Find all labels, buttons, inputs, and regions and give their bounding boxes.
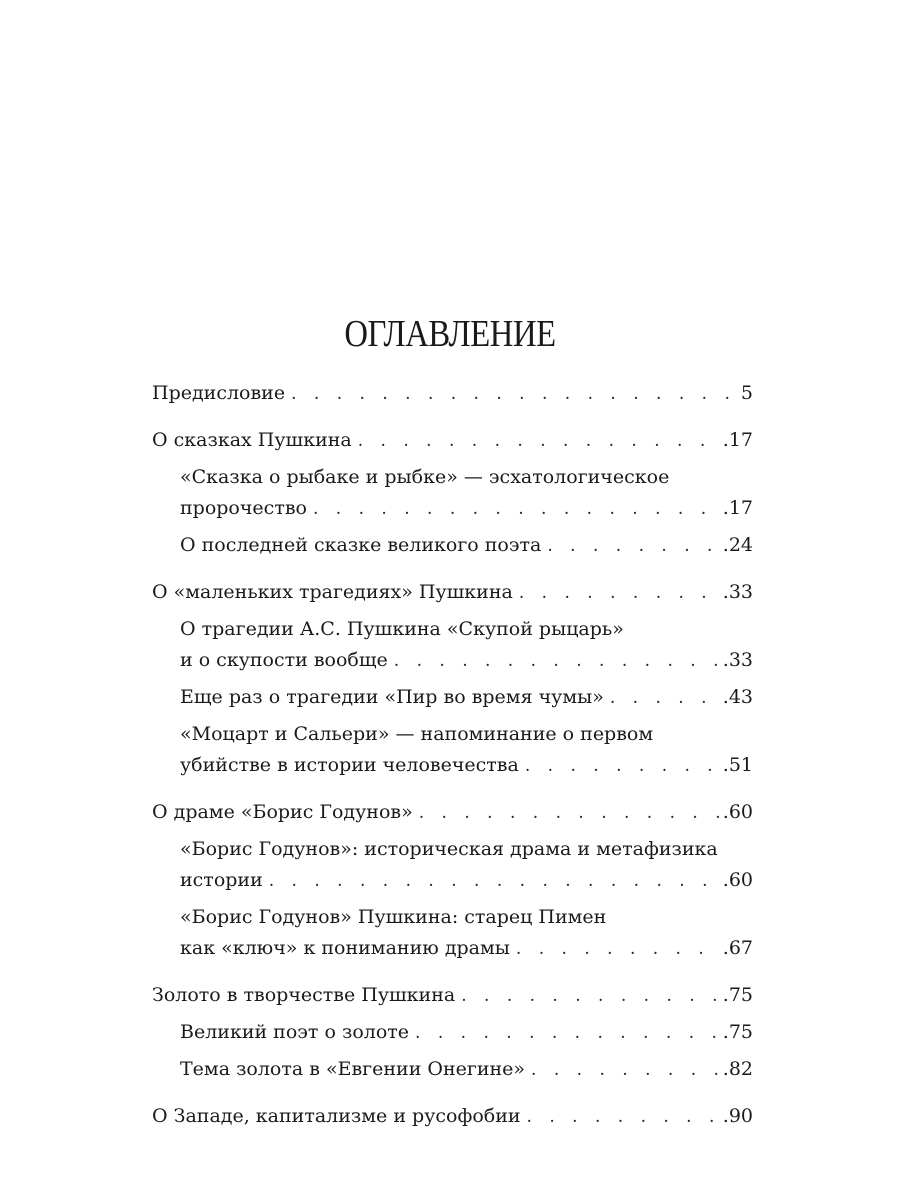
toc-entry: [152, 425, 753, 457]
toc-subentry: [180, 682, 753, 714]
toc-subentry: [180, 902, 753, 965]
page-number: .51: [722, 754, 753, 776]
toc-section: [152, 980, 753, 1086]
toc-entry: [152, 980, 753, 1012]
toc-entry-title: О последней сказке великого поэта: [180, 534, 542, 556]
toc-entry: [152, 1101, 753, 1133]
dot-leader: [313, 494, 720, 525]
dot-leader: [415, 1018, 720, 1049]
page-number: 5: [740, 382, 753, 404]
dot-leader: [547, 531, 719, 562]
toc-title: ОГЛАВЛЕНИЕ: [344, 313, 556, 355]
page-number: .82: [722, 1058, 753, 1080]
dot-leader: [519, 578, 720, 609]
toc-entry: [152, 378, 753, 410]
dot-leader: [291, 379, 738, 410]
toc-subentry: [180, 462, 753, 525]
dot-leader: [525, 751, 720, 782]
toc-entry-title-line: «Борис Годунов»: историческая драма и метафизика: [180, 838, 718, 860]
toc-section: [152, 425, 753, 562]
toc-subentry: [180, 530, 753, 562]
dot-leader: [527, 1102, 720, 1133]
toc-subentry: [180, 1017, 753, 1049]
toc-section: [152, 797, 753, 965]
toc-entry-title-line: О трагедии А.С. Пушкина «Скупой рыцарь»: [180, 618, 624, 640]
dot-leader: [610, 683, 720, 714]
dot-leader: [531, 1055, 720, 1086]
toc-entry-title-line: «Сказка о рыбаке и рыбке» — эсхатологическое: [180, 466, 670, 488]
toc-entry-title: Еще раз о трагедии «Пир во время чумы»: [180, 686, 604, 708]
toc-entry-title: О сказках Пушкина: [152, 429, 352, 451]
dot-leader: [358, 426, 720, 457]
table-of-contents: [152, 378, 753, 1148]
toc-subentry: [180, 834, 753, 897]
page-number: .43: [722, 686, 753, 708]
dot-leader: [419, 798, 720, 829]
page-number: .33: [722, 649, 753, 671]
toc-entry-title: пророчество: [180, 497, 307, 519]
toc-section: [152, 378, 753, 410]
toc-subentry: [180, 719, 753, 782]
page-number: .33: [722, 581, 753, 603]
toc-entry-title: О «маленьких трагедиях» Пушкина: [152, 581, 513, 603]
toc-entry-title: О Западе, капитализме и русофобии: [152, 1105, 521, 1127]
toc-entry-title: Великий поэт о золоте: [180, 1021, 410, 1043]
toc-section: [152, 577, 753, 782]
page-number: .60: [722, 869, 753, 891]
page-number: .17: [722, 429, 753, 451]
page-number: .60: [722, 801, 753, 823]
toc-entry-title: Тема золота в «Евгении Онегине»: [180, 1058, 526, 1080]
dot-leader: [394, 646, 720, 677]
toc-entry-title: истории: [180, 869, 263, 891]
page-number: .90: [722, 1105, 753, 1127]
toc-subentry: [180, 614, 753, 677]
page-number: .75: [722, 984, 753, 1006]
toc-subentry: [180, 1054, 753, 1086]
toc-section: [152, 1101, 753, 1133]
toc-entry-title-line: «Борис Годунов» Пушкина: старец Пимен: [180, 906, 607, 928]
dot-leader: [269, 866, 720, 897]
page-number: .17: [722, 497, 753, 519]
toc-entry-title: убийстве в истории человечества: [180, 754, 519, 776]
page-number: .67: [722, 937, 753, 959]
toc-entry: [152, 577, 753, 609]
dot-leader: [516, 934, 720, 965]
dot-leader: [461, 981, 720, 1012]
toc-entry-title: и о скупости вообще: [180, 649, 388, 671]
toc-entry-title-line: «Моцарт и Сальери» — напоминание о первом: [180, 723, 654, 745]
page-number: .24: [722, 534, 753, 556]
toc-entry: [152, 797, 753, 829]
toc-entry-title: Золото в творчестве Пушкина: [152, 984, 456, 1006]
toc-entry-title: Предисловие: [152, 382, 286, 404]
toc-entry-title: как «ключ» к пониманию драмы: [180, 937, 510, 959]
page-number: .75: [722, 1021, 753, 1043]
toc-entry-title: О драме «Борис Годунов»: [152, 801, 413, 823]
